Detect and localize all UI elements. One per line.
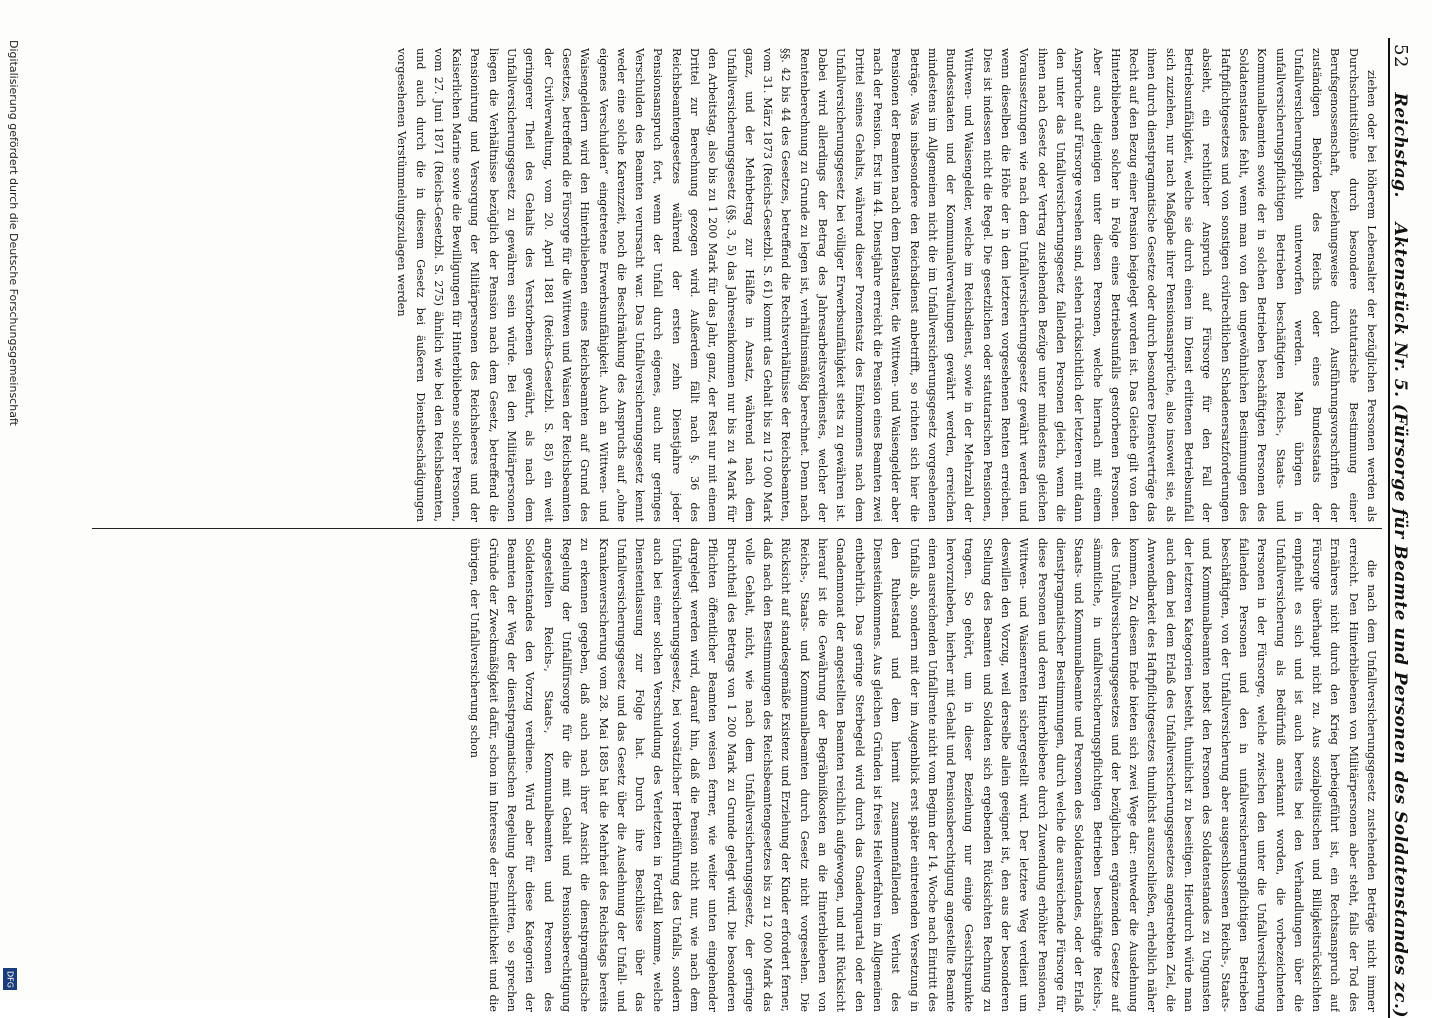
right-column-text: die nach dem Unfallversicherungsgesetz zustehenden Beträge nicht immer erreicht. Den Hinterbliebenen von Militärpersonen aber steht, falls der Tod des Ernährers nicht durch den Krieg herbeigeführt ist, ein Rechtsanspruch auf Fürsorge überhaupt nicht zu. Aus sozialpolitischen und Billigkeitsrücksichten empfiehlt es sich und ist auch bereits bei den Verhandlungen über die Unfallversicherung als Bedürfniß anerkannt worden, die vorbezeichneten Personen in der Fürsorge, welche zwischen den unter die Unfallversicherung fallenden Personen und den in unfallversicherungspflichtigen Betrieben beschäftigten, von der Unfallversicherung aber ausgeschlossenen Reichs-, Staats- und Kommunalbeamten nebst den Personen des Soldatenstandes zu Ungunsten der letzteren Kategorien besteht, thunlichst zu beseitigen. Hierdurch würde man auch dem bei dem Erlaß des Unfallversicherungsgesetzes angestrebten Ziel, die Anwendbarkeit des Haftpflichtgesetzes thunlichst auszuschließen, erheblich näher kommen. Zu diesem Ende bieten sich zwei Wege dar: entweder die Ausdehnung des Unfallversicherungsgesetzes und der bezüglichen ergänzenden Gesetze auf sämmtliche, in unfallversicherungspflichtigen Betrieben beschäftigte Reichs-, Staats- und Kommunalbeamte und Personen des Soldatenstandes, oder der Erlaß dienstpragmatischer Bestimmungen, durch welche die ausreichende Fürsorge für diese Personen und deren Hinterbliebene durch Zuwendung erhöhter Pensionen, Wittwen- und Waisenrenten sichergestellt wird. Der letztere Weg verdient um deswillen den Vorzug, weil derselbe allein geeignet ist, den aus der besonderen Stellung des Beamten und Soldaten sich ergebenden Rücksichten Rechnung zu tragen. So gehört, um in dieser Beziehung nur einige Gesichtspunkte hervorzuheben, hierher mit Gehalt und Pensionsberechtigung angestellte Beamte einen ausreichenden Unfallrente nicht vom Beginn der 14. Woche nach Eintritt des Unfalls ab, sondern mit der im Augenblick erst später eintretenden Versetzung in den Ruhestand und dem hiermit zusammenfallenden Verlust des Diensteinkommens. Aus gleichen Gründen ist freies Heilverfahren im Allgemeinen entbehrlich. Das geringe Sterbegeld wird durch das Gnadenquartal oder den Gnadenmonat der angestellten Beamten reichlich aufgewogen, und mit Rücksicht hierauf ist die Gewährung der Begräbnißkosten an die Hinterbliebenen von Reichs-, Staats- und Kommunalbeamten durch Gesetz nicht vorgesehen. Die Rücksicht auf standesgemäße Existenz und Erziehung der Kinder erfordert ferner, daß nach den Bestimmungen des Reichsbeamtengesetzes bis zu 12 000 Mark das volle Gehalt, nicht, wie nach dem Unfallversicherungsgesetz, der geringe Bruchtheil des Betrags von 1 200 Mark zu Grunde gelegt wird. Die besonderen Pflichten öffentlicher Beamten weisen ferner, wie weiter unten eingehender dargelegt werden wird, darauf hin, daß die Pension nicht nur, wie nach dem Unfallversicherungsgesetz, bei vorsätzlicher Herbeiführung des Unfalls, sondern auch bei einer solchen Verschuldung des Verletzten in Fortfall komme, welche Dienstentlassung zur Folge hat. Durch ihre Beschlüsse über das Unfallversicherungsgesetz und das Gesetz über die Ausdehnung der Unfall- und Krankenversicherung vom 28. Mai 1885 hat die Mehrheit des Reichstags bereits zu erkennen gegeben, daß auch nach ihrer Ansicht die dienstpragmatische Regelung der Unfallfürsorge für die mit Gehalt und Pensionsberechtigung angestellten Reichs-, Staats-, Kommunalbeamten und Personen des Soldatenstandes den Vorzug verdiene. Wird aber für diese Kategorien der Beamten der Weg der dienstpragmatischen Regelung beschritten, so sprechen Gründe der Zweckmäßigkeit dafür, schon im Interesse der Einheitlichkeit und die übrigen, der Unfallversicherung schon [468, 538, 1378, 1012]
header-right: Aktenstück Nr. 5. (Fürsorge für Beamte und Personen des Soldatenstandes zc.) [1390, 222, 1410, 1018]
digitization-note-text: Digitalisierung gefördert durch die Deutsche Forschungsgemeinschaft [7, 40, 20, 426]
dfg-logo: DFG [3, 968, 17, 990]
left-column-text: ziehen oder bei höherem Lebensalter der bezüglichen Personen werden als Durchschnittslöhne durch besondere statutarische Bestimmung einer Berufsgenossenschaft, beziehungsweise durch Ausführungsvorschriften der zuständigen Behörden des Reichs oder eines Bundesstaats der Unfallversicherungspflicht unterworfen werden. Man übrigen in unfallversicherungspflichtigen Betrieben beschäftigten Reichs-, Staats- und Kommunalbeamten sowie der in solchen Betrieben beschäftigten Personen des Soldatenstandes fehlt, wenn man von den ungewöhnlichen Bestimmungen des Haftpflichtgesetzes und von sonstigen civilrechtlichen Schadenersatzforderungen absieht, ein rechtlicher Anspruch auf Fürsorge für den Fall der Betriebsunfähigkeit, welche sie durch einen im Dienst erlittenen Betriebsunfall sich zuziehen, nur nach Maßgabe ihrer Pensionsansprüche, also insoweit sie, als ihnen durch dienstpragmatische Gesetze oder durch besondere Dienstverträge das Recht auf den Bezug einer Pension beigelegt worden ist. Das Gleiche gilt von den Hinterbliebenen solcher in Folge eines Betriebsunfalls gestorbenen Personen. Aber auch diejenigen unter diesen Personen, welche hiernach mit einem Anspruche auf Fürsorge versehen sind, stehen rücksichtlich der letzteren mit dann den unter das Unfallversicherungsgesetz fallenden Personen gleich, wenn die ihnen nach Gesetz oder Vertrag zustehenden Bezüge unter mindestens gleichen Voraussetzungen wie nach dem Unfallversicherungsgesetz gewährt werden und wenn dieselben die Höhe der in dem letzteren vorgesehenen Renten erreichen. Dies ist indessen nicht die Regel. Die gesetzlichen oder statutarischen Pensionen, Wittwen- und Waisengelder, welche im Reichsdienst, sowie in der Mehrzahl der Bundesstaaten und der Kommunalverwaltungen gewährt werden, erreichen mindestens im Allgemeinen nicht die im Unfallversicherungsgesetz vorgesehenen Beträge. Was insbesondere den Reichsdienst anbetrifft, so richten sich hier die Pensionen der Beamten nach dem Dienstalter, die Wittwen- und Waisengelder aber nach der Pension. Erst im 44. Dienstjahre erreicht die Pension eines Beamten zwei Drittel seines Gehalts, während dieser Prozentsatz des Einkommens nach dem Unfallversicherungsgesetz bei völliger Erwerbsunfähigkeit stets zu gewähren ist. Dabei wird allerdings der Betrag des Jahresarbeitsverdienstes, welcher der Rentenberechnung zu Grunde zu legen ist, verhältnismäßig berechnet. Denn nach §§. 42 bis 44 des Gesetzes, betreffend die Rechtsverhältnisse der Reichsbeamten, vom 31. März 1873 (Reichs-Gesetzbl. S. 61) kommt das Gehalt bis zu 12 000 Mark ganz, und der Mehrbetrag zur Hälfte in Ansatz, während nach dem Unfallversicherungsgesetz (§§. 3, 5) das Jahreseinkommen nur bis zu 4 Mark für den Arbeitstag, also bis zu 1 200 Mark für das Jahr, ganz, der Rest nur mit einem Drittel zur Berechnung gezogen wird. Außerdem fällt nach §. 36 des Reichsbeamtengesetzes während der ersten zehn Dienstjahre jeder Pensionsanspruch fort, wenn der Unfall durch eigenes, auch nur geringes Verschulden des Beamten verursacht war. Das Unfallversicherungsgesetz kennt weder eine solche Karenzzeit, noch die Beschränkung des Anspruchs auf „ohne eigenes Verschulden“ eingetretene Erwerbsunfähigkeit. Auch an Wittwen- und Waisengeldern wird den Hinterbliebenen eines Reichsbeamten auf Grund des Gesetzes, betreffend die Fürsorge für die Wittwen und Waisen der Reichsbeamten der Civilverwaltung, vom 20. April 1881 (Reichs-Gesetzbl. S. 85) ein weit geringerer Theil des Gehalts des Verstorbenen gewährt, als nach dem Unfallversicherungsgesetz zu gewähren sein würde. Bei den Militärpersonen liegen die Verhältnisse bezüglich der Pension nach dem Gesetz, betreffend die Pensionirung und Versorgung der Militärpersonen des Reichsheeres und der Kaiserlichen Marine sowie die Bewilligungen für Hinterbliebene solcher Personen, vom 27. Juni 1871 (Reichs-Gesetzbl. S. 275) ähnlich wie bei den Reichsbeamten, und auch durch die in diesem Gesetz bei äußeren Dienstbeschädigungen vorgesehenen Verstümmelungszulagen werden [395, 48, 1378, 522]
digitization-note [4, 40, 22, 1000]
page-header [1388, 38, 1430, 1018]
header-left: Reichstag. [1390, 92, 1410, 198]
page-number: 52 [1390, 44, 1411, 68]
right-column [95, 538, 1380, 1012]
left-column [95, 48, 1380, 522]
column-divider [92, 528, 1382, 529]
rotated-page-content [90, 38, 1430, 1018]
